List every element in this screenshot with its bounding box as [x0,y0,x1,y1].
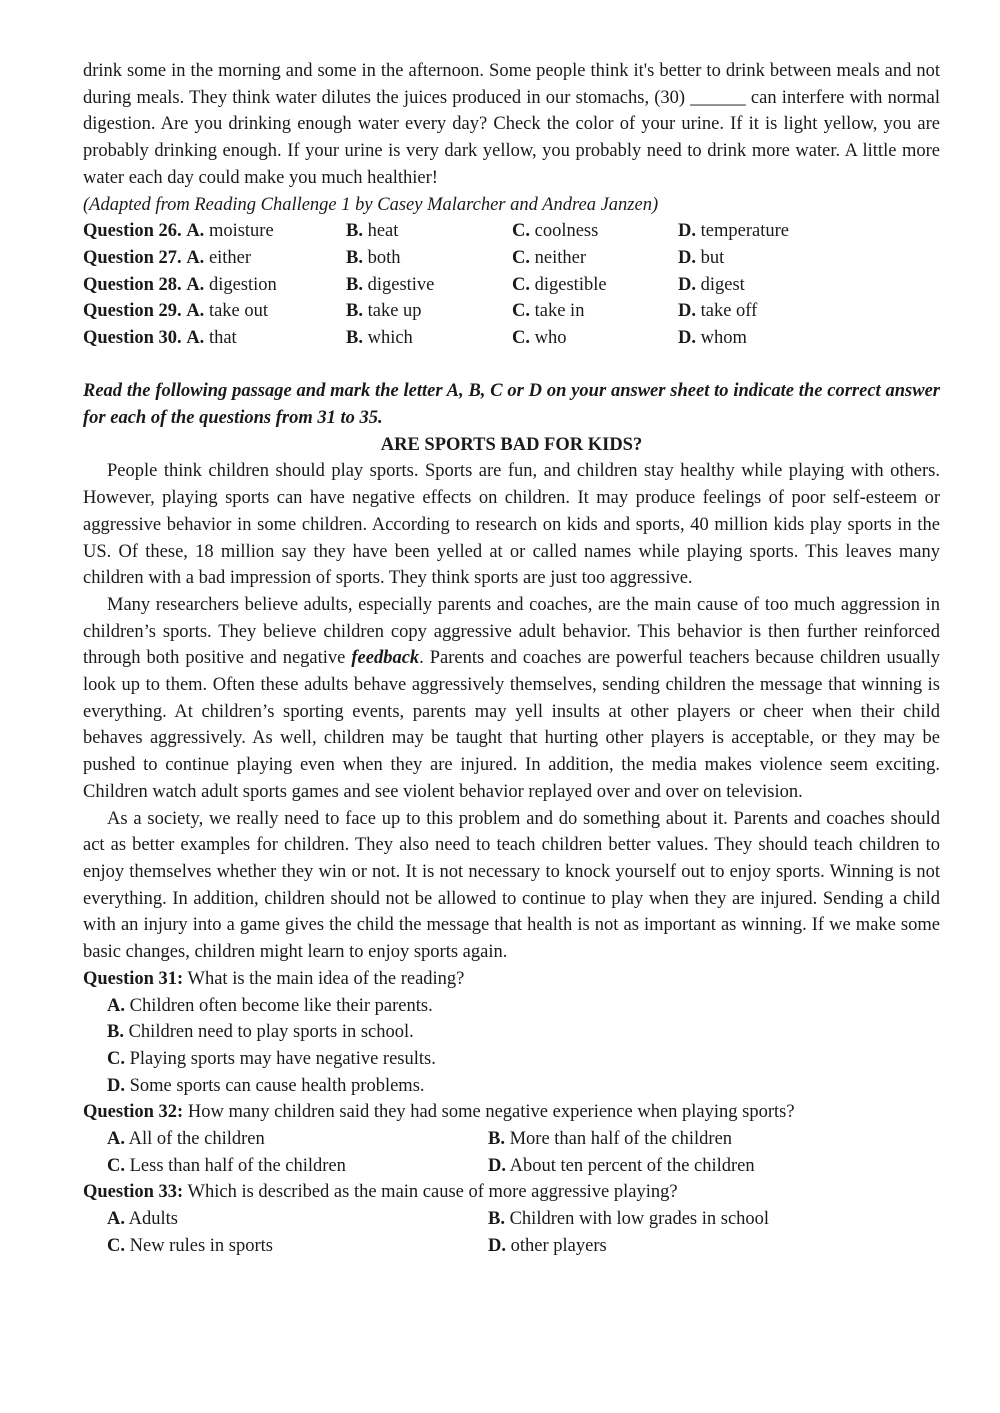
option-text: Some sports can cause health problems. [125,1075,425,1096]
option-letter-b: B. [346,327,363,348]
option-c: take in [534,301,585,322]
answer-33-b [488,1206,769,1233]
option-b: digestive [367,274,435,295]
answer-31-a [83,993,940,1020]
question-label: Question 29. [83,301,182,322]
option-letter-d: D. [488,1235,506,1256]
question-31 [83,966,940,993]
option-text: Adults [125,1209,178,1230]
option-letter-d: D. [678,301,696,322]
option-letter-d: D. [678,221,696,242]
option-a: take out [208,301,269,322]
answer-33-a [107,1206,488,1233]
question-label: Question 26. [83,221,182,242]
option-letter-a: A. [186,247,205,268]
paragraph-2-part-1: Many researchers believe adults, especially parents and coaches, are the main cause of too much aggression in children’s sports. They believe children copy aggressive adult behavior. This behavior is then further reinforced through both positive and negative [83,594,940,669]
option-letter-a: A. [186,221,205,242]
option-text: other players [506,1235,607,1256]
reading-instruction: Read the following passage and mark the letter A, B, C or D on your answer sheet to indicate the correct answer for each of the questions from 31 to 35. [83,381,940,429]
keyword-feedback: feedback [351,648,420,669]
answer-31-b [83,1019,940,1046]
cloze-question-27 [83,245,940,272]
option-text: Children with low grades in school [504,1209,770,1230]
option-b: which [367,327,413,348]
question-label: Question 28. [83,274,182,295]
question-text: How many children said they had some negative experience when playing sports? [183,1102,795,1123]
passage-paragraph-2 [83,592,940,806]
answer-row-33-ab [83,1206,940,1233]
answer-row-32-ab [83,1126,940,1153]
answer-31-c [83,1046,940,1073]
document-page [83,58,940,1259]
option-text: Less than half of the children [125,1155,346,1176]
option-text: All of the children [125,1129,265,1150]
passage-paragraph-1: People think children should play sports. Sports are fun, and children stay healthy while playing with others. However, playing sports can have negative effects on children. It may produce feelings of poor self-esteem or aggressive behavior in some children. According to research on kids and sports, 40 million kids play sports in the US. Of these, 18 million say they have been yelled at or called names while playing sports. This leaves many children with a bad impression of sports. They think sports are just too aggressive. [83,461,940,589]
option-letter-d: D. [678,247,696,268]
option-letter-a: A. [107,1129,125,1150]
option-text: Children often become like their parents. [125,995,433,1016]
answer-33-c [107,1233,488,1260]
option-letter-a: A. [186,274,205,295]
question-33 [83,1179,940,1206]
passage-title: ARE SPORTS BAD FOR KIDS? [380,434,643,455]
option-a: either [208,247,252,268]
option-text: More than half of the children [504,1129,733,1150]
answer-31-d [83,1073,940,1100]
option-b: both [367,247,401,268]
passage-paragraph-3: As a society, we really need to face up to this problem and do something about it. Parents and coaches should act as better examples for children. They also need to teach children better values. They should teach children to enjoy themselves whether they win or not. It is not necessary to knock yourself out to enjoy sports. Winning is not everything. In addition, children should not be allowed to continue to play when they are injured. Sending a child with an injury into a game gives the child the message that health is not as important as winning. If we make some basic changes, children might learn to enjoy sports again. [83,808,940,963]
option-text: New rules in sports [125,1235,273,1256]
option-letter-b: B. [346,274,363,295]
option-letter-b: B. [488,1209,505,1230]
option-d: whom [700,327,747,348]
option-letter-c: C. [512,221,530,242]
spacer [83,352,940,379]
option-c: coolness [534,221,599,242]
option-letter-a: A. [107,1209,125,1230]
option-b: heat [367,221,399,242]
question-label: Question 33: [83,1182,184,1203]
option-letter-d: D. [678,274,696,295]
option-letter-b: B. [488,1129,505,1150]
question-label: Question 32: [83,1102,184,1123]
citation: (Adapted from Reading Challenge 1 by Casey Malarcher and Andrea Janzen) [83,194,659,215]
option-letter-a: A. [107,995,125,1016]
option-letter-c: C. [512,327,530,348]
option-d: temperature [700,221,789,242]
answer-32-c [107,1153,488,1180]
question-label: Question 27. [83,247,182,268]
option-letter-c: C. [107,1048,125,1069]
option-letter-b: B. [346,301,363,322]
question-text: What is the main idea of the reading? [183,968,465,989]
option-d: take off [700,301,758,322]
question-label: Question 30. [83,327,182,348]
question-32 [83,1099,940,1126]
option-letter-d: D. [678,327,696,348]
question-text: Which is described as the main cause of more aggressive playing? [183,1182,678,1203]
answer-33-d [488,1233,607,1260]
option-letter-a: A. [186,327,205,348]
option-letter-c: C. [512,301,530,322]
cloze-question-29 [83,298,940,325]
option-letter-c: C. [512,274,530,295]
answer-32-b [488,1126,732,1153]
option-d: digest [700,274,745,295]
cloze-question-list [83,218,940,351]
answer-row-33-cd [83,1233,940,1260]
option-b: take up [367,301,422,322]
passage1-end: drink some in the morning and some in the afternoon. Some people think it's better to drink between meals and not during meals. They think water dilutes the juices produced in our stomachs, (30) ______ can interfere with normal digestion. Are you drinking enough water every day? Check the color of your urine. If it is light yellow, you are probably drinking enough. If your urine is very dark yellow, you probably need to drink more water. A little more water each day could make you much healthier! [83,61,940,188]
option-letter-c: C. [107,1155,125,1176]
cloze-question-28 [83,272,940,299]
cloze-question-26 [83,218,940,245]
option-letter-c: C. [512,247,530,268]
option-letter-c: C. [107,1235,125,1256]
question-label: Question 31: [83,968,184,989]
option-c: who [534,327,567,348]
paragraph-2-part-2: . Parents and coaches are powerful teachers because children usually look up to them. Often these adults behave aggressively themselves, sending children the message that winning is everything. At children’s sporting events, parents may yell insults at other players or cheer when their child behaves aggressively. As well, children may be taught that hurting other players is acceptable, or they may be pushed to continue playing even when they are injured. In addition, the media makes violence seem exciting. Children watch adult sports games and see violent behavior replayed over and over on television. [83,648,940,802]
option-c: digestible [534,274,607,295]
option-letter-b: B. [346,247,363,268]
option-text: Children need to play sports in school. [123,1022,414,1043]
option-a: digestion [208,274,277,295]
option-d: but [700,247,725,268]
option-letter-b: B. [107,1022,124,1043]
option-letter-b: B. [346,221,363,242]
option-letter-d: D. [488,1155,506,1176]
option-letter-d: D. [107,1075,125,1096]
cloze-question-30 [83,325,940,352]
answer-32-d [488,1153,755,1180]
answer-32-a [107,1126,488,1153]
option-letter-a: A. [186,301,205,322]
answer-row-32-cd [83,1153,940,1180]
option-a: that [208,327,237,348]
option-a: moisture [208,221,274,242]
option-text: About ten percent of the children [506,1155,755,1176]
option-text: Playing sports may have negative results. [125,1048,436,1069]
option-c: neither [534,247,586,268]
